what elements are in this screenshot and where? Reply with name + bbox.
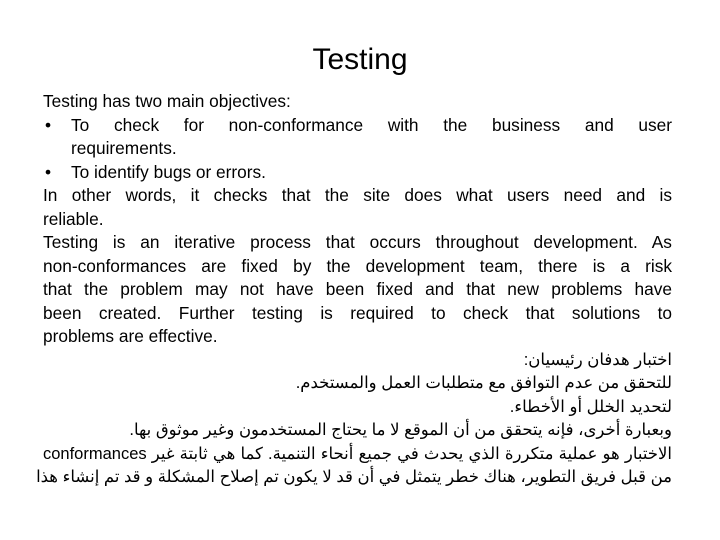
paragraph-2-line-2: non-conformances are fixed by the development team, there is a risk: [43, 255, 672, 276]
arabic-bullet-2: لتحديد الخلل أو الأخطاء.: [509, 397, 672, 416]
paragraph-2-line-3: that the problem may not have been fixed and that new problems have: [43, 279, 672, 299]
bullet-item-1-line-1: [43, 114, 672, 138]
slide-title: Testing: [312, 43, 408, 76]
arabic-paragraph-2-line-1: الاختبار هو عملية متكررة الذي يحدث في جميع أنحاء التنمية. كما هي ثابتة غير conformances: [43, 444, 672, 463]
paragraph-2-line-4: been created. Further testing is required to check that solutions to: [43, 302, 672, 323]
bullet-item-1-line-2: requirements.: [71, 138, 177, 158]
arabic-paragraph-1: وبعبارة أخرى، فإنه يتحقق من أن الموقع لا ما يحتاج المستخدمون وغير موثوق بها.: [129, 421, 672, 439]
paragraph-2-line-5: problems are effective.: [43, 326, 218, 346]
bullet-item-2-text: To identify bugs or errors.: [71, 161, 266, 182]
arabic-bullet-1: للتحقق من عدم التوافق مع متطلبات العمل والمستخدم.: [295, 374, 672, 392]
arabic-heading: اختبار هدفان رئيسيان:: [523, 350, 672, 369]
bullet-item-2: [43, 161, 672, 185]
paragraph-1-line-2: reliable.: [43, 208, 104, 229]
arabic-paragraph-2-line-2: من قبل فريق التطوير، هناك خطر يتمثل في أن قد لا يكون تم إصلاح المشكلة و قد تم إنشاء هذا: [36, 468, 672, 486]
bullet-icon: •: [45, 161, 52, 182]
paragraph-2-line-1: Testing is an iterative process that occurs throughout development. As: [43, 232, 672, 252]
bullet-icon: •: [45, 114, 52, 135]
bullet-item-1-text: To check for non-conformance with the business and user: [71, 114, 672, 135]
slide-body: [36, 90, 672, 490]
paragraph-1-line-1: In other words, it checks that the site does what users need and is: [43, 185, 672, 205]
objectives-heading: Testing has two main objectives:: [43, 91, 291, 111]
